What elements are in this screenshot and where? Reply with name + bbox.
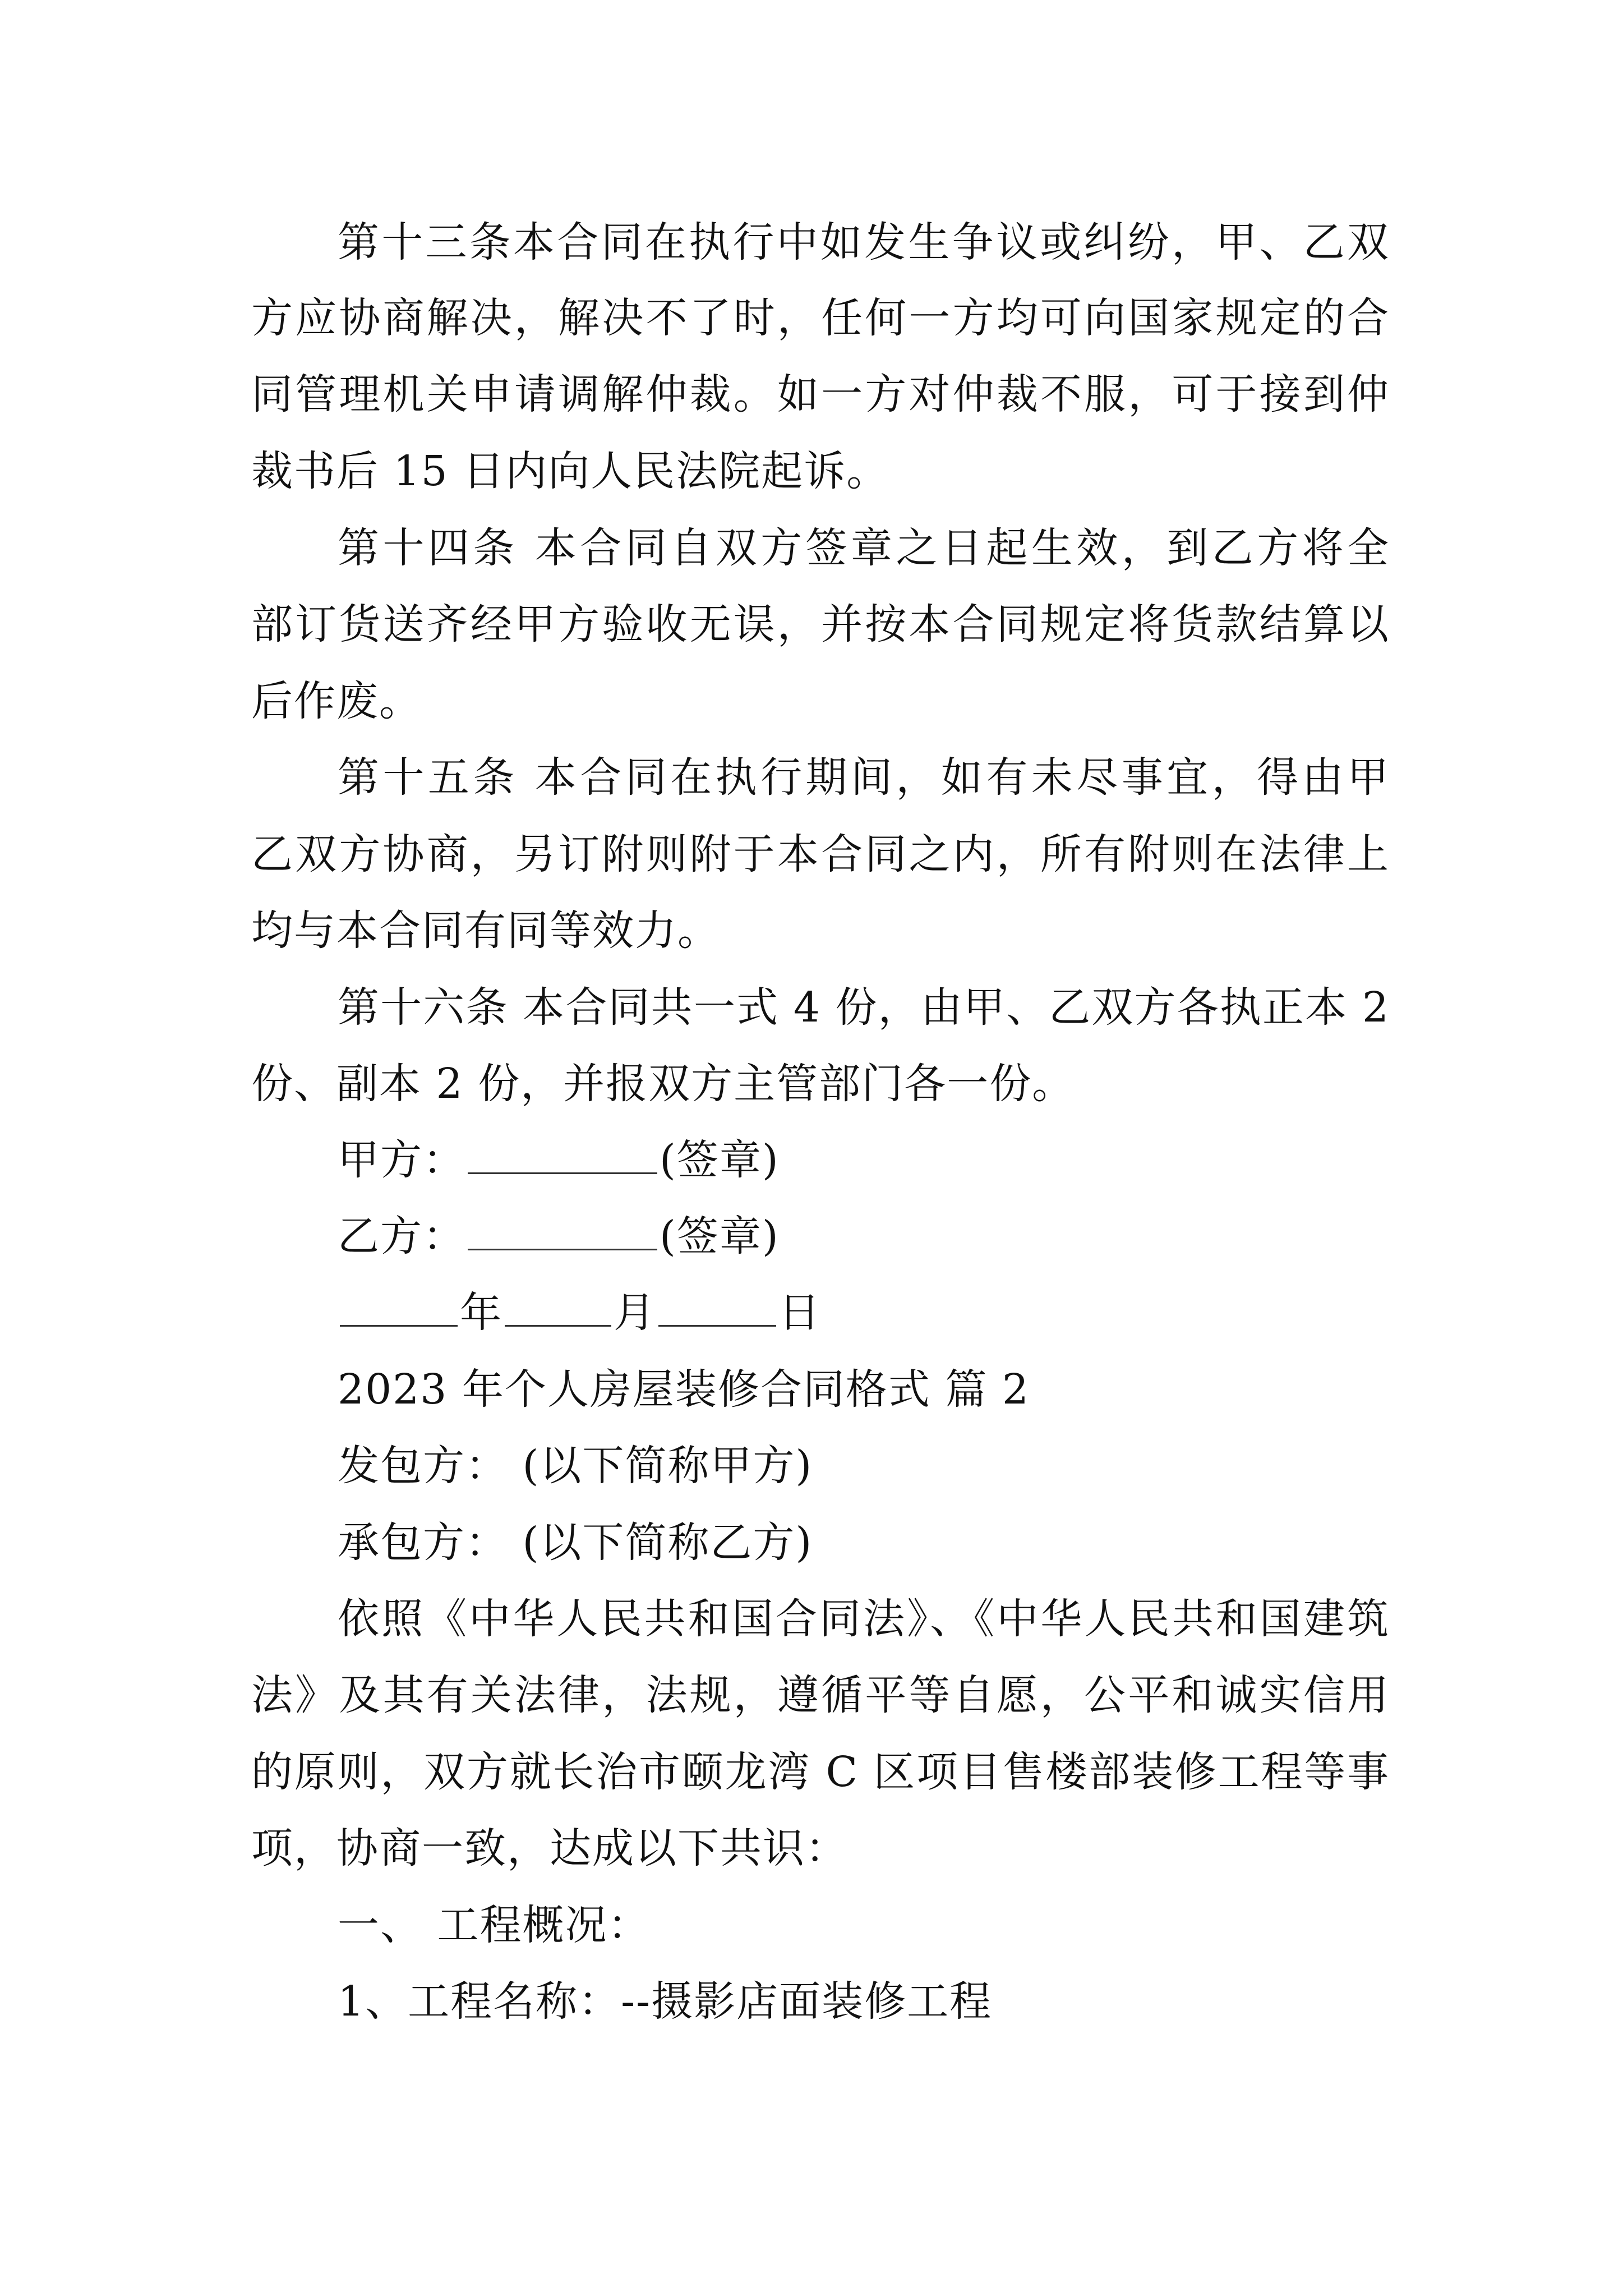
day-blank [658, 1290, 776, 1327]
intro-line-2: 法》及其有关法律，法规，遵循平等自愿，公平和诚实信用 [251, 1671, 1390, 1719]
article-14-line-2: 部订货送齐经甲方验收无误，并按本合同规定将货款结算以 [251, 600, 1390, 648]
issuer-line: 发包方： (以下简称甲方) [338, 1442, 813, 1490]
contractor-line: 承包方： (以下简称乙方) [338, 1519, 813, 1567]
article-15-line-1: 第十五条 本合同在执行期间，如有未尽事宜，得由甲 [338, 753, 1390, 802]
article-13-line-4: 裁书后 15 日内向人民法院起诉。 [251, 447, 889, 495]
article-14-line-1: 第十四条 本合同自双方签章之日起生效，到乙方将全 [338, 524, 1390, 572]
year-blank [340, 1290, 458, 1327]
month-label: 月 [614, 1289, 656, 1337]
party-a-signature-blank [468, 1138, 657, 1174]
party-b-label: 乙方： [338, 1212, 465, 1260]
intro-line-1: 依照《中华人民共和国合同法》、《中华人民共和国建筑 [338, 1595, 1390, 1643]
intro-line-4: 项，协商一致，达成以下共识： [251, 1824, 848, 1872]
article-13-line-1: 第十三条本合同在执行中如发生争议或纠纷，甲、乙双 [338, 218, 1390, 266]
item-1-project-name: 1、工程名称：--摄影店面装修工程 [338, 1977, 993, 2026]
party-b-sign-note: (签章) [660, 1212, 780, 1260]
article-16-line-1: 第十六条 本合同共一式 4 份，由甲、乙双方各执正本 2 [338, 983, 1390, 1032]
party-a-label: 甲方： [338, 1136, 465, 1184]
article-14-line-3: 后作废。 [251, 677, 422, 725]
day-label: 日 [778, 1289, 821, 1337]
party-b-signature-blank [468, 1214, 657, 1250]
party-a-signature-line [338, 1121, 1390, 1199]
article-15-line-3: 均与本合同有同等效力。 [251, 907, 720, 955]
month-blank [505, 1290, 611, 1327]
section-title: 2023 年个人房屋装修合同格式 篇 2 [338, 1365, 1030, 1414]
article-13-line-2: 方应协商解决，解决不了时，任何一方均可向国家规定的合 [251, 294, 1390, 342]
party-a-sign-note: (签章) [660, 1136, 780, 1184]
party-b-signature-line [338, 1197, 1390, 1276]
year-label: 年 [460, 1289, 502, 1337]
intro-line-3: 的原则，双方就长治市颐龙湾 C 区项目售楼部装修工程等事 [251, 1748, 1390, 1796]
article-13-line-3: 同管理机关申请调解仲裁。如一方对仲裁不服，可于接到仲 [251, 370, 1390, 418]
article-16-line-2: 份、副本 2 份，并报双方主管部门各一份。 [251, 1060, 1075, 1108]
heading-1: 一、 工程概况： [338, 1901, 651, 1949]
date-line [338, 1273, 1390, 1352]
article-15-line-2: 乙双方协商，另订附则附于本合同之内，所有附则在法律上 [251, 830, 1390, 878]
